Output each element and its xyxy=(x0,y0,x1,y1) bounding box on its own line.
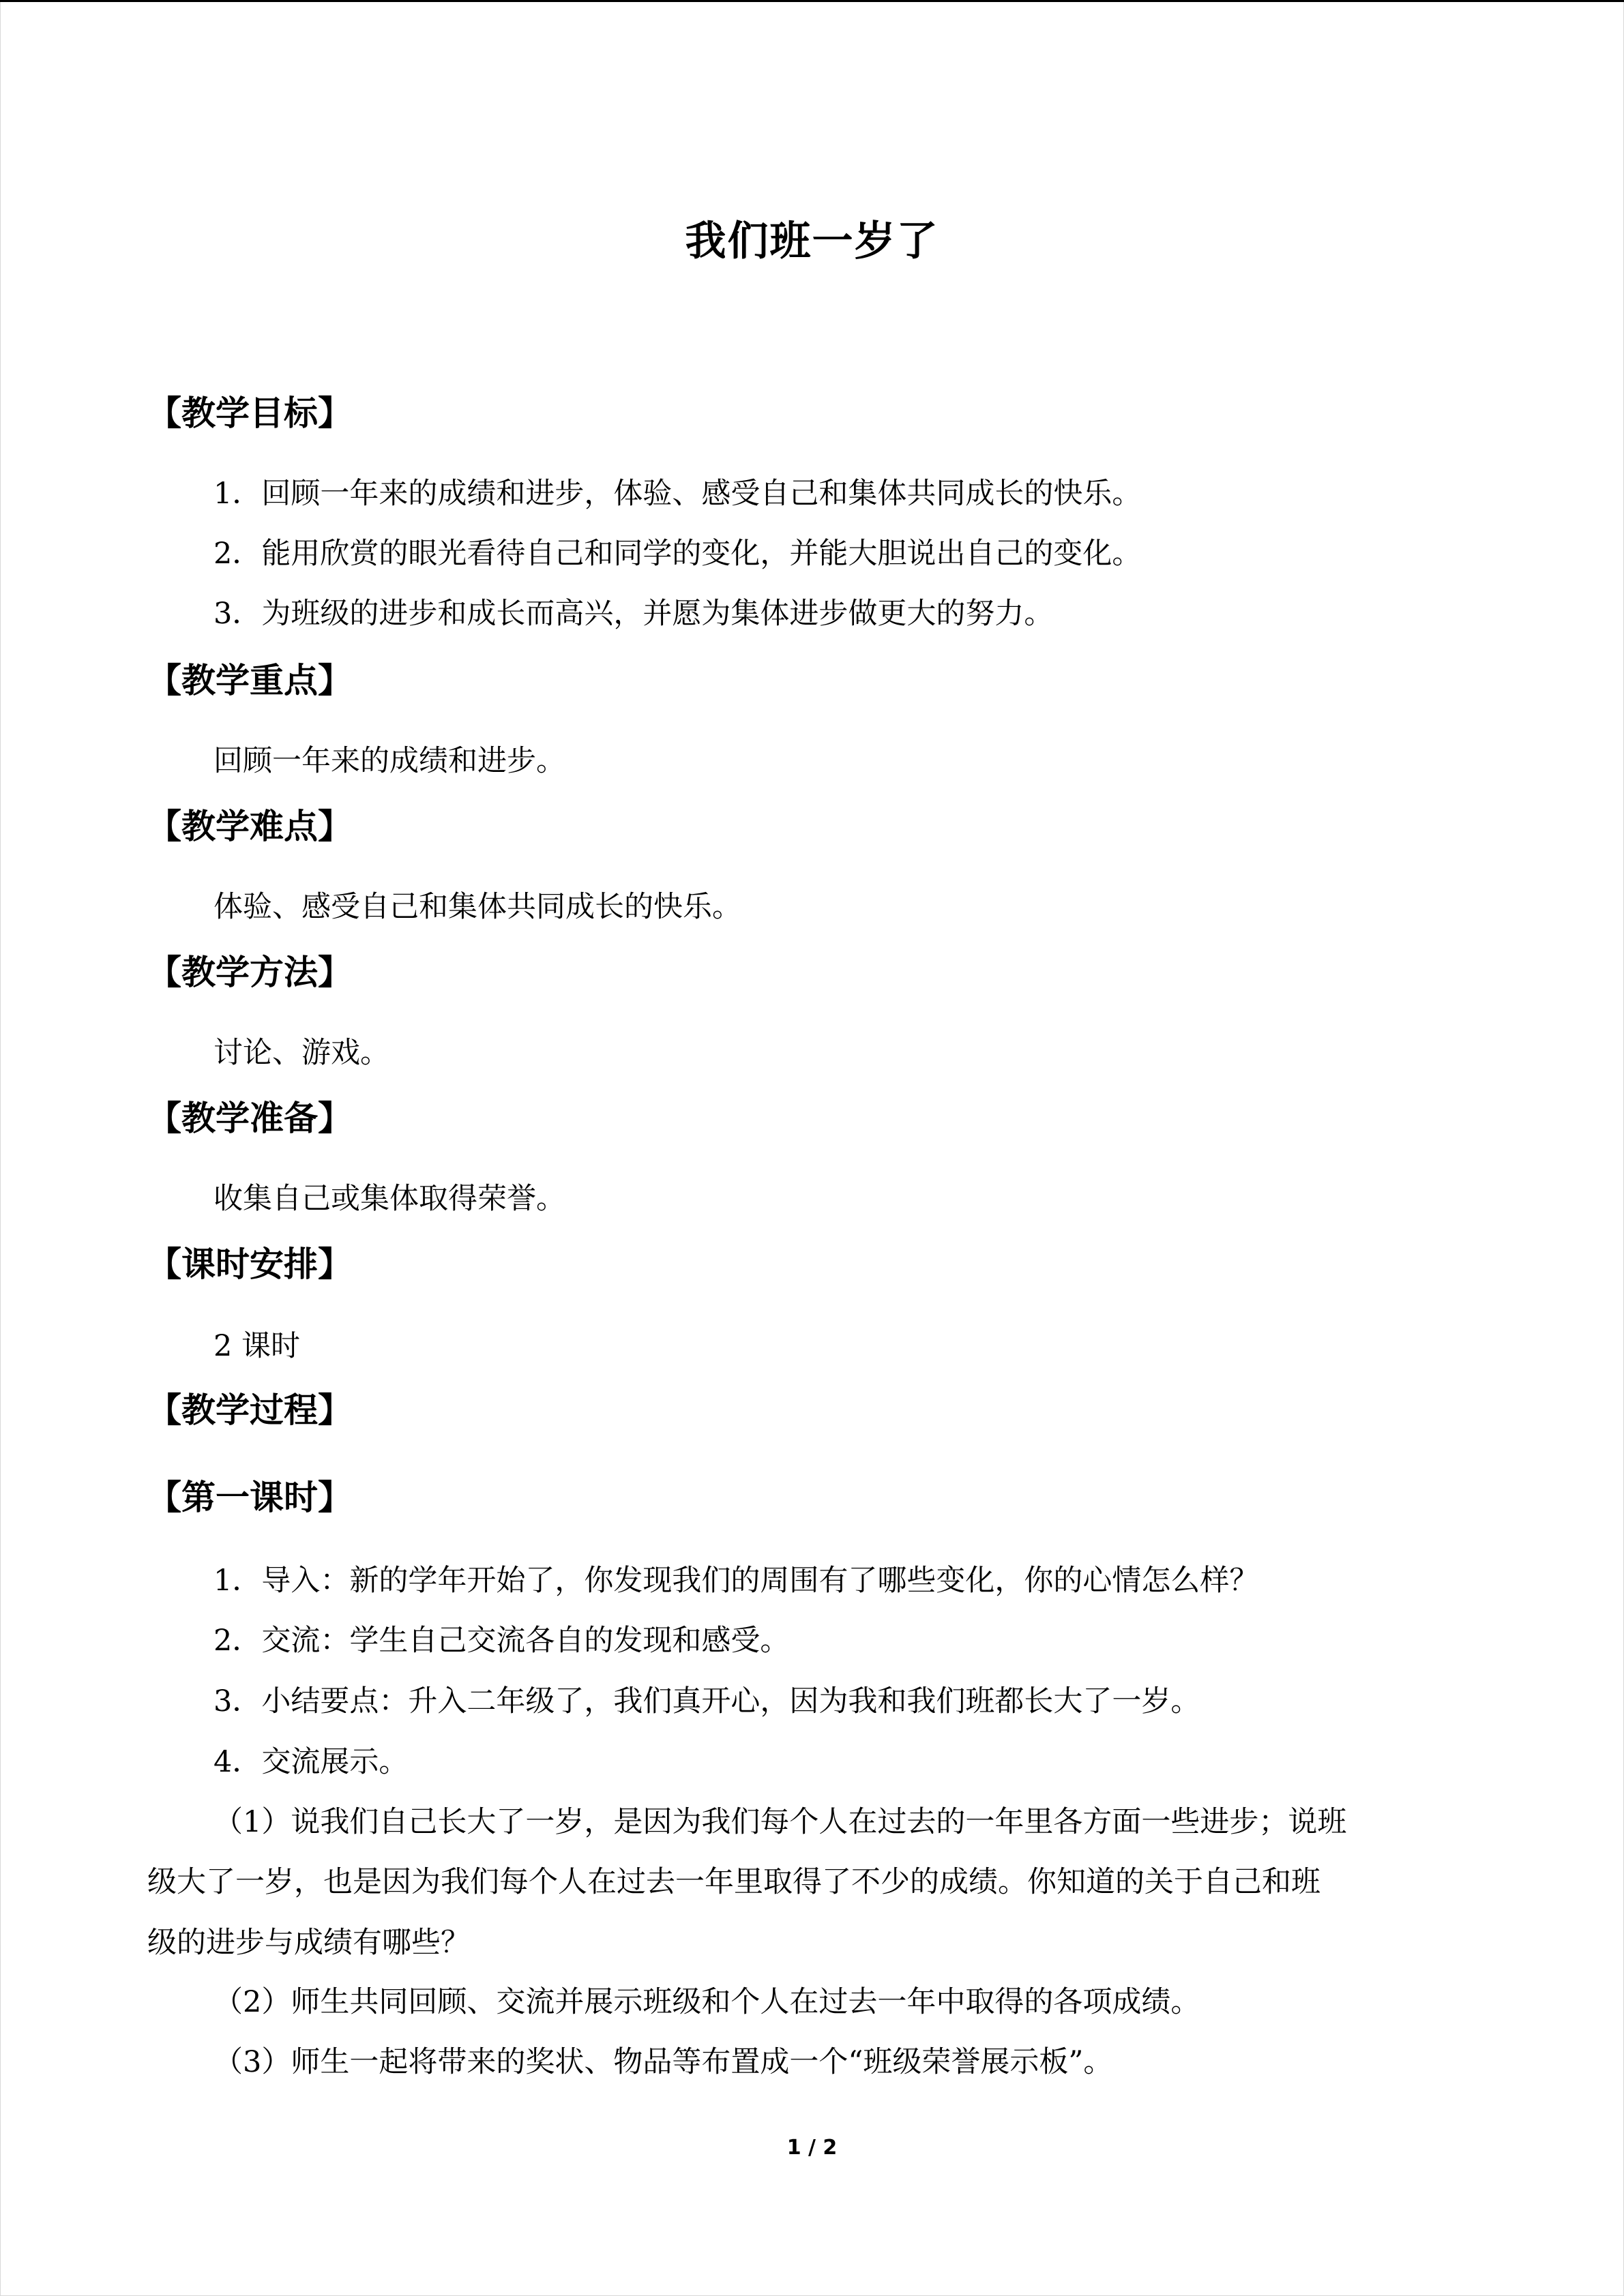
objective-item-2: 2．能用欣赏的眼光看待自己和同学的变化，并能大胆说出自己的变化。 xyxy=(213,537,1142,571)
top-rule xyxy=(0,0,1624,2)
heading-first-lesson: 【第一课时】 xyxy=(147,1478,352,1517)
sub-item-1-line-3: 级的进步与成绩有哪些？ xyxy=(147,1926,470,1960)
sub-item-3: （3）师生一起将带来的奖状、物品等布置成一个“班级荣誉展示板”。 xyxy=(213,2045,1113,2079)
first-lesson-item-4: 4．交流展示。 xyxy=(213,1745,409,1779)
sub-item-1-line-1: （1）说我们自己长大了一岁，是因为我们每个人在过去的一年里各方面一些进步；说班 xyxy=(213,1805,1347,1839)
page-number: 1 / 2 xyxy=(786,2136,838,2160)
objective-item-3: 3．为班级的进步和成长而高兴，并愿为集体进步做更大的努力。 xyxy=(213,597,1054,631)
heading-key-points: 【教学重点】 xyxy=(147,661,352,700)
first-lesson-item-2: 2．交流：学生自己交流各自的发现和感受。 xyxy=(213,1624,790,1658)
difficulties-text: 体验、感受自己和集体共同成长的快乐。 xyxy=(213,890,741,924)
heading-difficulties: 【教学难点】 xyxy=(147,807,352,846)
sub-item-1-line-2: 级大了一岁，也是因为我们每个人在过去一年里取得了不少的成绩。你知道的关于自己和班 xyxy=(147,1865,1320,1899)
schedule-text: 2 课时 xyxy=(213,1329,301,1363)
preparation-text: 收集自己或集体取得荣誉。 xyxy=(213,1182,565,1216)
first-lesson-item-1: 1．导入：新的学年开始了，你发现我们的周围有了哪些变化，你的心情怎么样？ xyxy=(213,1564,1259,1598)
heading-methods: 【教学方法】 xyxy=(147,953,352,992)
heading-process: 【教学过程】 xyxy=(147,1390,352,1430)
heading-objectives: 【教学目标】 xyxy=(147,393,352,433)
sub-item-2: （2）师生共同回顾、交流并展示班级和个人在过去一年中取得的各项成绩。 xyxy=(213,1985,1200,2019)
key-points-text: 回顾一年来的成绩和进步。 xyxy=(213,744,565,778)
page-title: 我们班一岁了 xyxy=(685,218,939,265)
heading-preparation: 【教学准备】 xyxy=(147,1099,352,1138)
heading-schedule: 【课时安排】 xyxy=(147,1244,352,1284)
objective-item-1: 1．回顾一年来的成绩和进步，体验、感受自己和集体共同成长的快乐。 xyxy=(213,477,1142,511)
methods-text: 讨论、游戏。 xyxy=(213,1036,389,1070)
first-lesson-item-3: 3．小结要点：升入二年级了，我们真开心，因为我和我们班都长大了一岁。 xyxy=(213,1684,1200,1718)
